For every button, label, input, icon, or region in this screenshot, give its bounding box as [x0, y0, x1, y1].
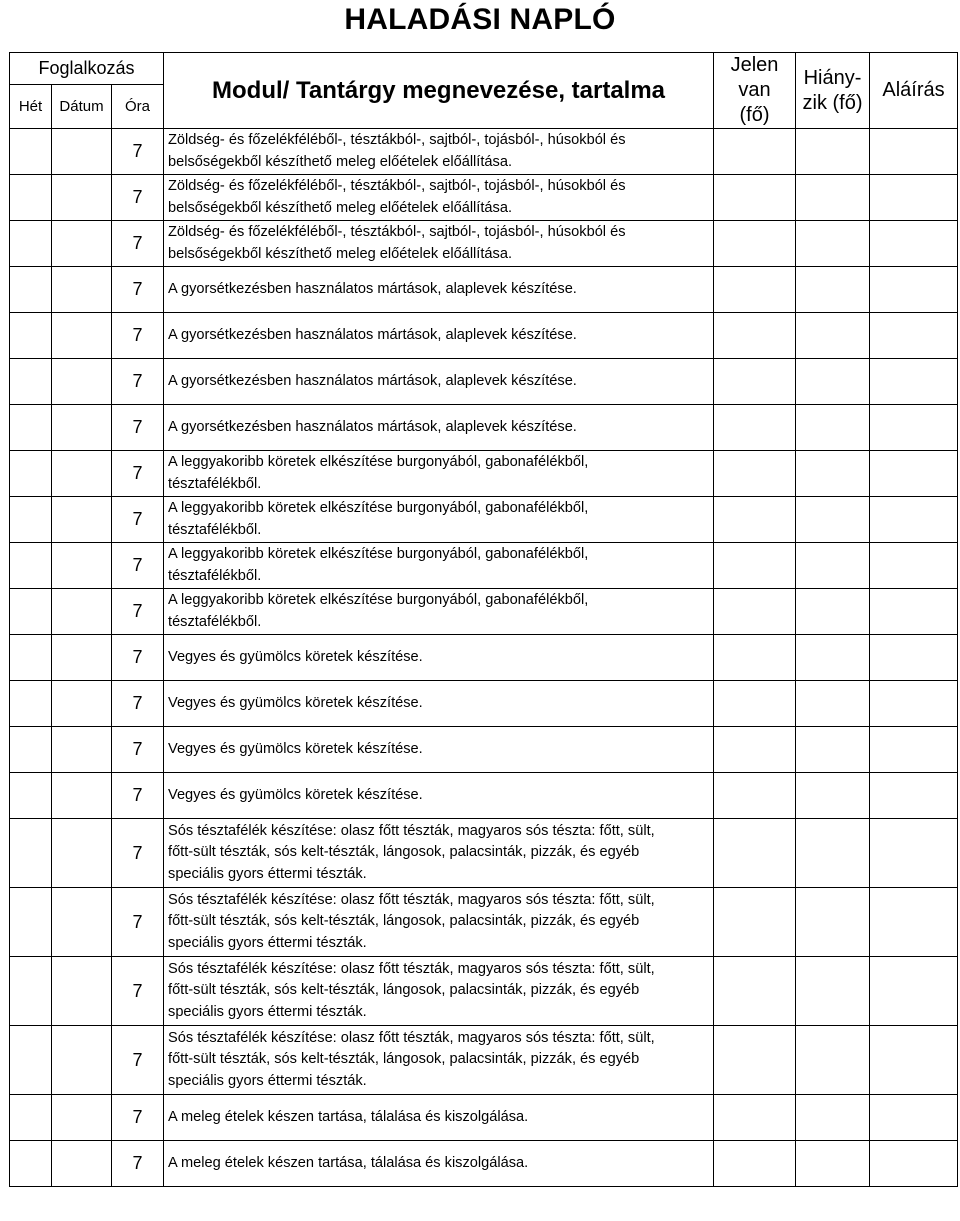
cell-datum	[52, 497, 112, 543]
cell-alairas	[870, 405, 958, 451]
cell-alairas	[870, 129, 958, 175]
cell-ora: 7	[112, 359, 164, 405]
cell-het	[10, 681, 52, 727]
content-line: Sós tésztafélék készítése: olasz főtt tészták, magyaros sós tészta: főtt, sült,	[168, 1029, 655, 1046]
cell-datum	[52, 681, 112, 727]
table-row	[10, 1141, 958, 1187]
cell-alairas	[870, 313, 958, 359]
cell-jelen-van	[714, 313, 796, 359]
cell-ora: 7	[112, 497, 164, 543]
content-line: Zöldség- és főzelékféléből-, tésztákból-, sajtból-, tojásból-, húsokból és	[168, 132, 626, 148]
cell-content	[164, 888, 714, 957]
page-title: HALADÁSI NAPLÓ	[344, 3, 616, 36]
cell-content	[164, 727, 714, 773]
cell-alairas	[870, 681, 958, 727]
content-line: A leggyakoribb köretek elkészítése burgonyából, gabonafélékből,	[168, 500, 589, 516]
content-line: speciális gyors éttermi tészták.	[168, 1072, 367, 1089]
table-row	[10, 405, 958, 451]
content-line: A gyorsétkezésben használatos mártások, alaplevek készítése.	[168, 326, 577, 343]
cell-datum	[52, 129, 112, 175]
header-alairas: Aláírás	[870, 53, 958, 129]
cell-datum	[52, 957, 112, 1026]
cell-het	[10, 267, 52, 313]
cell-het	[10, 359, 52, 405]
content-line: Vegyes és gyümölcs köretek készítése.	[168, 694, 423, 711]
cell-hianyzik	[796, 359, 870, 405]
cell-ora: 7	[112, 635, 164, 681]
cell-content	[164, 405, 714, 451]
header-het: Hét	[10, 85, 52, 129]
table-row	[10, 888, 958, 957]
cell-hianyzik	[796, 221, 870, 267]
cell-hianyzik	[796, 405, 870, 451]
content-line: A gyorsétkezésben használatos mártások, alaplevek készítése.	[168, 372, 577, 389]
cell-hianyzik	[796, 267, 870, 313]
table-row	[10, 819, 958, 888]
cell-datum	[52, 635, 112, 681]
cell-het	[10, 1026, 52, 1095]
header-modul: Modul/ Tantárgy megnevezése, tartalma	[164, 53, 714, 129]
table-row	[10, 267, 958, 313]
table-row	[10, 221, 958, 267]
content-line: A meleg ételek készen tartása, tálalása és kiszolgálása.	[168, 1154, 529, 1171]
cell-ora: 7	[112, 451, 164, 497]
cell-content	[164, 175, 714, 221]
cell-het	[10, 635, 52, 681]
cell-het	[10, 175, 52, 221]
content-line: A meleg ételek készen tartása, tálalása és kiszolgálása.	[168, 1108, 529, 1125]
cell-datum	[52, 1141, 112, 1187]
content-line: A leggyakoribb köretek elkészítése burgonyából, gabonafélékből,	[168, 454, 589, 470]
table-row	[10, 451, 958, 497]
cell-alairas	[870, 1026, 958, 1095]
cell-datum	[52, 888, 112, 957]
header-jelen-van-line1: Jelen van	[730, 54, 779, 101]
cell-alairas	[870, 589, 958, 635]
cell-alairas	[870, 819, 958, 888]
cell-alairas	[870, 957, 958, 1026]
cell-ora: 7	[112, 267, 164, 313]
cell-het	[10, 497, 52, 543]
cell-alairas	[870, 175, 958, 221]
cell-het	[10, 773, 52, 819]
cell-jelen-van	[714, 681, 796, 727]
cell-het	[10, 957, 52, 1026]
cell-hianyzik	[796, 635, 870, 681]
cell-jelen-van	[714, 267, 796, 313]
cell-ora: 7	[112, 1026, 164, 1095]
cell-ora: 7	[112, 405, 164, 451]
cell-datum	[52, 405, 112, 451]
cell-jelen-van	[714, 727, 796, 773]
header-row-1	[10, 53, 958, 85]
cell-hianyzik	[796, 957, 870, 1026]
header-datum: Dátum	[52, 85, 112, 129]
content-line: belsőségekből készíthető meleg előételek előállítása.	[168, 245, 512, 262]
cell-alairas	[870, 1141, 958, 1187]
log-body	[10, 129, 958, 1187]
cell-datum	[52, 773, 112, 819]
cell-datum	[52, 267, 112, 313]
cell-ora: 7	[112, 727, 164, 773]
cell-het	[10, 1095, 52, 1141]
cell-jelen-van	[714, 773, 796, 819]
header-jelen-van-line2: (fő)	[739, 104, 770, 126]
content-line: Sós tésztafélék készítése: olasz főtt tészták, magyaros sós tészta: főtt, sült,	[168, 822, 655, 839]
content-line: speciális gyors éttermi tészták.	[168, 865, 367, 882]
cell-jelen-van	[714, 451, 796, 497]
content-line: belsőségekből készíthető meleg előételek előállítása.	[168, 153, 512, 170]
table-row	[10, 589, 958, 635]
cell-datum	[52, 451, 112, 497]
cell-alairas	[870, 543, 958, 589]
content-line: Vegyes és gyümölcs köretek készítése.	[168, 786, 423, 803]
cell-ora: 7	[112, 1095, 164, 1141]
cell-alairas	[870, 773, 958, 819]
cell-alairas	[870, 1095, 958, 1141]
table-row	[10, 175, 958, 221]
cell-hianyzik	[796, 451, 870, 497]
content-line: tésztafélékből.	[168, 521, 262, 538]
table-row	[10, 773, 958, 819]
header-hianyzik-line2: zik (fő)	[802, 91, 863, 114]
cell-hianyzik	[796, 727, 870, 773]
cell-hianyzik	[796, 313, 870, 359]
cell-content	[164, 957, 714, 1026]
content-line: Vegyes és gyümölcs köretek készítése.	[168, 740, 423, 757]
table-row	[10, 313, 958, 359]
cell-content	[164, 267, 714, 313]
cell-hianyzik	[796, 129, 870, 175]
cell-hianyzik	[796, 497, 870, 543]
cell-hianyzik	[796, 175, 870, 221]
cell-content	[164, 221, 714, 267]
table-row	[10, 543, 958, 589]
cell-hianyzik	[796, 1141, 870, 1187]
cell-content	[164, 1095, 714, 1141]
cell-ora: 7	[112, 957, 164, 1026]
table-row	[10, 1095, 958, 1141]
cell-jelen-van	[714, 359, 796, 405]
cell-hianyzik	[796, 1026, 870, 1095]
cell-datum	[52, 589, 112, 635]
cell-ora: 7	[112, 1141, 164, 1187]
cell-het	[10, 221, 52, 267]
cell-alairas	[870, 497, 958, 543]
cell-datum	[52, 819, 112, 888]
content-line: A gyorsétkezésben használatos mártások, alaplevek készítése.	[168, 418, 577, 435]
cell-het	[10, 451, 52, 497]
table-row	[10, 957, 958, 1026]
cell-jelen-van	[714, 635, 796, 681]
content-line: Zöldség- és főzelékféléből-, tésztákból-, sajtból-, tojásból-, húsokból és	[168, 178, 626, 194]
cell-content	[164, 773, 714, 819]
cell-content	[164, 681, 714, 727]
cell-datum	[52, 727, 112, 773]
cell-hianyzik	[796, 543, 870, 589]
cell-alairas	[870, 359, 958, 405]
cell-ora: 7	[112, 129, 164, 175]
cell-jelen-van	[714, 129, 796, 175]
table-row	[10, 497, 958, 543]
cell-hianyzik	[796, 681, 870, 727]
table-row	[10, 1026, 958, 1095]
content-line: Vegyes és gyümölcs köretek készítése.	[168, 648, 423, 665]
cell-het	[10, 888, 52, 957]
cell-het	[10, 819, 52, 888]
cell-hianyzik	[796, 819, 870, 888]
cell-content	[164, 313, 714, 359]
content-line: Sós tésztafélék készítése: olasz főtt tészták, magyaros sós tészta: főtt, sült,	[168, 960, 655, 977]
content-line: A leggyakoribb köretek elkészítése burgonyából, gabonafélékből,	[168, 592, 589, 608]
cell-hianyzik	[796, 1095, 870, 1141]
cell-jelen-van	[714, 589, 796, 635]
cell-het	[10, 313, 52, 359]
cell-datum	[52, 221, 112, 267]
cell-jelen-van	[714, 175, 796, 221]
table-row	[10, 681, 958, 727]
content-line: A gyorsétkezésben használatos mártások, alaplevek készítése.	[168, 280, 577, 297]
cell-het	[10, 1141, 52, 1187]
cell-content	[164, 1141, 714, 1187]
cell-content	[164, 635, 714, 681]
header-foglalkozas: Foglalkozás	[10, 53, 164, 85]
cell-alairas	[870, 635, 958, 681]
cell-content	[164, 129, 714, 175]
cell-datum	[52, 175, 112, 221]
table-row	[10, 635, 958, 681]
cell-jelen-van	[714, 1141, 796, 1187]
cell-content	[164, 1026, 714, 1095]
cell-ora: 7	[112, 543, 164, 589]
header-jelen-van	[714, 53, 796, 129]
table-row	[10, 359, 958, 405]
table-row	[10, 727, 958, 773]
cell-alairas	[870, 888, 958, 957]
header-hianyzik	[796, 53, 870, 129]
cell-content	[164, 589, 714, 635]
content-line: tésztafélékből.	[168, 613, 262, 630]
cell-jelen-van	[714, 1095, 796, 1141]
cell-het	[10, 129, 52, 175]
cell-content	[164, 543, 714, 589]
cell-jelen-van	[714, 957, 796, 1026]
cell-jelen-van	[714, 497, 796, 543]
cell-ora: 7	[112, 681, 164, 727]
cell-alairas	[870, 221, 958, 267]
content-line: A leggyakoribb köretek elkészítése burgonyából, gabonafélékből,	[168, 546, 589, 562]
content-line: speciális gyors éttermi tészták.	[168, 1003, 367, 1020]
content-line: főtt-sült tészták, sós kelt-tészták, lángosok, palacsinták, pizzák, és egyéb	[168, 1051, 640, 1068]
cell-alairas	[870, 727, 958, 773]
cell-alairas	[870, 267, 958, 313]
table-row	[10, 129, 958, 175]
cell-content	[164, 359, 714, 405]
cell-jelen-van	[714, 543, 796, 589]
cell-content	[164, 451, 714, 497]
cell-jelen-van	[714, 221, 796, 267]
cell-ora: 7	[112, 888, 164, 957]
cell-ora: 7	[112, 175, 164, 221]
cell-het	[10, 727, 52, 773]
cell-het	[10, 405, 52, 451]
cell-ora: 7	[112, 221, 164, 267]
cell-het	[10, 589, 52, 635]
cell-ora: 7	[112, 773, 164, 819]
cell-datum	[52, 543, 112, 589]
content-line: speciális gyors éttermi tészták.	[168, 934, 367, 951]
cell-datum	[52, 1095, 112, 1141]
cell-hianyzik	[796, 589, 870, 635]
cell-content	[164, 819, 714, 888]
cell-hianyzik	[796, 888, 870, 957]
content-line: főtt-sült tészták, sós kelt-tészták, lángosok, palacsinták, pizzák, és egyéb	[168, 844, 640, 861]
cell-het	[10, 543, 52, 589]
cell-ora: 7	[112, 819, 164, 888]
cell-content	[164, 497, 714, 543]
cell-alairas	[870, 451, 958, 497]
header-ora: Óra	[112, 85, 164, 129]
content-line: tésztafélékből.	[168, 475, 262, 492]
cell-hianyzik	[796, 773, 870, 819]
content-line: belsőségekből készíthető meleg előételek előállítása.	[168, 199, 512, 216]
cell-datum	[52, 359, 112, 405]
progress-log-table	[9, 52, 958, 1187]
content-line: Sós tésztafélék készítése: olasz főtt tészták, magyaros sós tészta: főtt, sült,	[168, 891, 655, 908]
content-line: Zöldség- és főzelékféléből-, tésztákból-, sajtból-, tojásból-, húsokból és	[168, 224, 626, 240]
cell-datum	[52, 1026, 112, 1095]
content-line: tésztafélékből.	[168, 567, 262, 584]
cell-jelen-van	[714, 405, 796, 451]
cell-datum	[52, 313, 112, 359]
content-line: főtt-sült tészták, sós kelt-tészták, lángosok, palacsinták, pizzák, és egyéb	[168, 982, 640, 999]
cell-jelen-van	[714, 1026, 796, 1095]
cell-jelen-van	[714, 819, 796, 888]
cell-ora: 7	[112, 313, 164, 359]
content-line: főtt-sült tészták, sós kelt-tészták, lángosok, palacsinták, pizzák, és egyéb	[168, 913, 640, 930]
header-hianyzik-line1: Hiány-	[803, 66, 862, 89]
cell-ora: 7	[112, 589, 164, 635]
cell-jelen-van	[714, 888, 796, 957]
